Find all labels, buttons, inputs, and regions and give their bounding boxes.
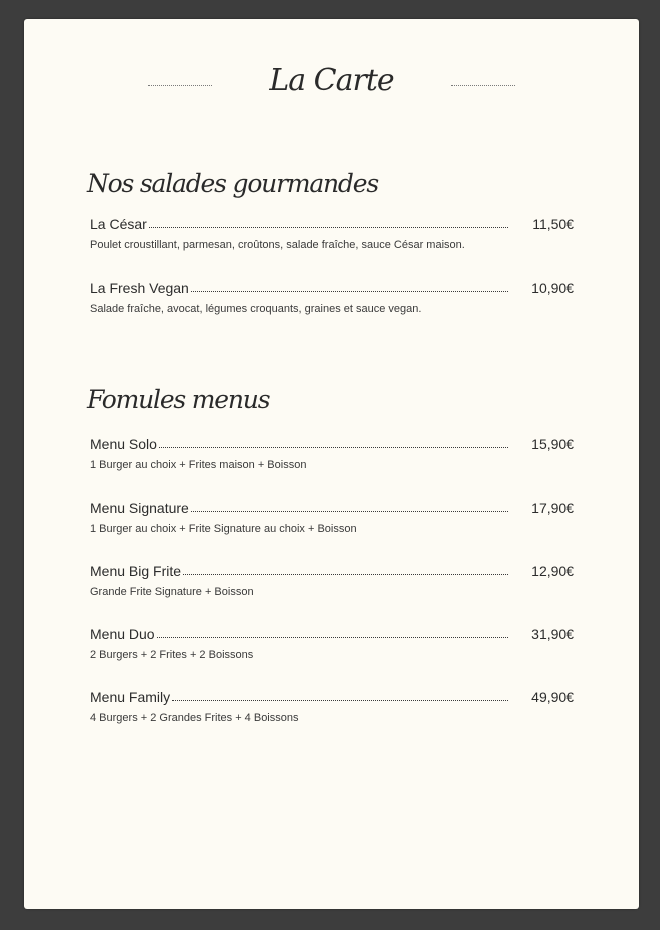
dot-leader: [172, 699, 508, 701]
item-name: Menu Big Frite: [90, 563, 182, 579]
item-price: 49,90€: [531, 689, 574, 705]
menu-card: [24, 19, 639, 909]
page-title: La Carte: [269, 63, 394, 98]
menu-header: [24, 63, 639, 107]
item-price: 17,90€: [531, 500, 574, 516]
dot-leader: [157, 636, 508, 638]
item-description: 1 Burger au choix + Frites maison + Boisson: [90, 459, 307, 471]
item-name: La César: [90, 216, 147, 232]
item-description: Poulet croustillant, parmesan, croûtons, salade fraîche, sauce César maison.: [90, 239, 465, 251]
dot-leader: [191, 510, 508, 512]
dot-leader: [159, 446, 508, 448]
dot-leader: [191, 290, 508, 292]
item-description: 4 Burgers + 2 Grandes Frites + 4 Boissons: [90, 712, 299, 724]
section-title-salades: Nos salades gourmandes: [87, 169, 378, 198]
menu-item-menu-big-frite: [90, 559, 574, 598]
section-title-formules: Fomules menus: [87, 385, 270, 414]
item-name: Menu Duo: [90, 626, 155, 642]
item-description: Grande Frite Signature + Boisson: [90, 586, 254, 598]
dot-leader: [183, 573, 508, 575]
menu-item-menu-solo: [90, 432, 574, 471]
menu-item-la-cesar: [90, 212, 574, 251]
item-name: Menu Family: [90, 689, 171, 705]
menu-item-menu-family: [90, 685, 574, 724]
item-description: 1 Burger au choix + Frite Signature au choix + Boisson: [90, 523, 357, 535]
menu-item-la-fresh-vegan: [90, 276, 574, 315]
item-name: Menu Solo: [90, 436, 157, 452]
item-price: 31,90€: [531, 626, 574, 642]
item-name: La Fresh Vegan: [90, 280, 189, 296]
item-price: 10,90€: [531, 280, 574, 296]
item-description: 2 Burgers + 2 Frites + 2 Boissons: [90, 649, 254, 661]
item-price: 15,90€: [531, 436, 574, 452]
header-divider-right: [451, 85, 515, 86]
dot-leader: [149, 226, 508, 228]
menu-item-menu-duo: [90, 622, 574, 661]
menu-item-menu-signature: [90, 496, 574, 535]
item-description: Salade fraîche, avocat, légumes croquants, graines et sauce vegan.: [90, 303, 422, 315]
item-name: Menu Signature: [90, 500, 189, 516]
item-price: 11,50€: [532, 216, 574, 232]
item-price: 12,90€: [531, 563, 574, 579]
